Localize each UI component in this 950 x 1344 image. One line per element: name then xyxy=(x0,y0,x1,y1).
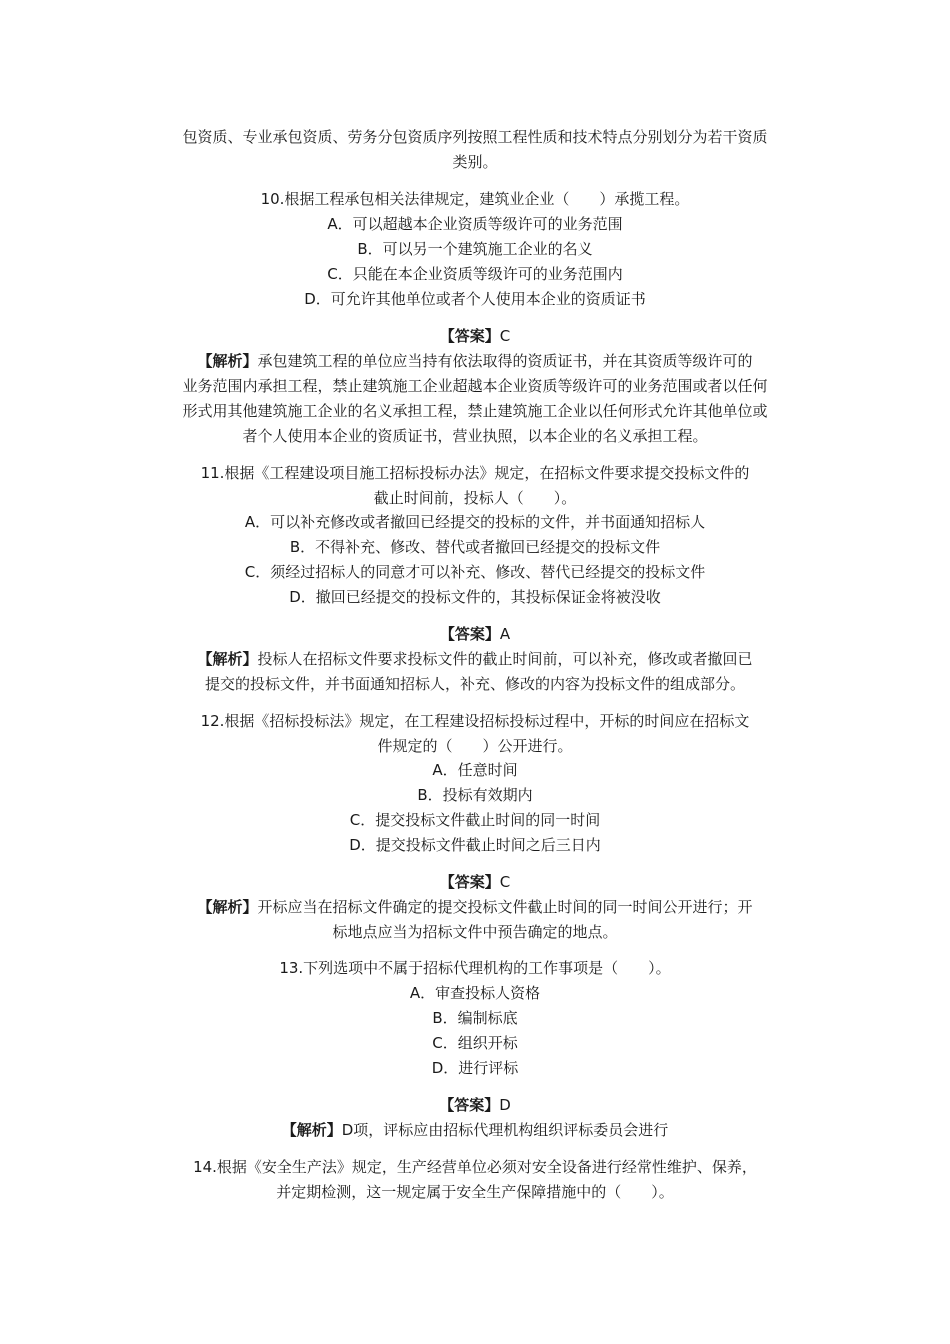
answer-value: C xyxy=(499,873,511,891)
analysis-text: 投标人在招标文件要求投标文件的截止时间前，可以补充，修改或者撤回已 xyxy=(257,650,753,668)
q10-analysis-line: 形式用其他建筑施工企业的名义承担工程，禁止建筑施工企业以任何形式允许其他单位或 xyxy=(182,402,768,420)
answer-label: 【答案】 xyxy=(439,327,500,345)
analysis-text: 开标应当在招标文件确定的提交投标文件截止时间的同一时间公开进行；开 xyxy=(257,898,753,916)
q11-stem-line: 截止时间前，投标人（ ）。 xyxy=(373,489,577,507)
q14-stem-line: 并定期检测，这一规定属于安全生产保障措施中的（ ）。 xyxy=(276,1183,674,1201)
analysis-label: 【解析】 xyxy=(281,1121,342,1139)
answer-value: C xyxy=(499,327,511,345)
answer-label: 【答案】 xyxy=(439,625,500,643)
q12-analysis-line: 标地点应当为招标文件中预告确定的地点。 xyxy=(332,923,618,941)
analysis-label: 【解析】 xyxy=(197,650,258,668)
q13-option-c: C．组织开标 xyxy=(432,1034,518,1052)
analysis-text: D项，评标应由招标代理机构组织评标委员会进行 xyxy=(341,1121,669,1139)
q10-answer xyxy=(0,326,950,346)
q10-analysis-line: 业务范围内承担工程，禁止建筑施工企业超越本企业资质等级许可的业务范围或者以任何 xyxy=(182,377,768,395)
q10-option-c: C．只能在本企业资质等级许可的业务范围内 xyxy=(327,265,623,283)
q10-option-b: B．可以另一个建筑施工企业的名义 xyxy=(357,240,593,258)
q13-option-a: A．审查投标人资格 xyxy=(409,984,541,1002)
q12-option-c: C．提交投标文件截止时间的同一时间 xyxy=(349,811,601,829)
q12-answer xyxy=(0,872,950,892)
q12-option-d: D．提交投标文件截止时间之后三日内 xyxy=(349,836,601,854)
q10-option-d: D．可允许其他单位或者个人使用本企业的资质证书 xyxy=(304,290,646,308)
q10-analysis-line: 者个人使用本企业的资质证书，营业执照，以本企业的名义承担工程。 xyxy=(242,427,708,445)
q13-option-d: D．进行评标 xyxy=(431,1059,519,1077)
q11-option-c: C．须经过招标人的同意才可以补充、修改、替代已经提交的投标文件 xyxy=(244,563,706,581)
q11-option-d: D．撤回已经提交的投标文件的，其投标保证金将被没收 xyxy=(289,588,661,606)
q13-stem: 13.下列选项中不属于招标代理机构的工作事项是（ ）。 xyxy=(279,959,671,977)
q11-stem: 11.根据《工程建设项目施工招标投标办法》规定，在招标文件要求提交投标文件的 xyxy=(200,464,750,482)
q11-analysis xyxy=(0,649,950,669)
q12-stem: 12.根据《招标投标法》规定，在工程建设招标投标过程中，开标的时间应在招标文 xyxy=(200,712,750,730)
q12-analysis xyxy=(0,897,950,917)
analysis-label: 【解析】 xyxy=(197,898,258,916)
q10-option-a: A．可以超越本企业资质等级许可的业务范围 xyxy=(327,215,623,233)
q12-option-b: B．投标有效期内 xyxy=(417,786,533,804)
intro-line: 类别。 xyxy=(452,153,498,171)
q11-option-b: B．不得补充、修改、替代或者撤回已经提交的投标文件 xyxy=(289,538,661,556)
q11-answer xyxy=(0,624,950,644)
answer-value: D xyxy=(499,1096,511,1114)
q11-analysis-line: 提交的投标文件，并书面通知招标人，补充、修改的内容为投标文件的组成部分。 xyxy=(204,675,745,693)
q10-analysis xyxy=(0,351,950,371)
q12-stem-line: 件规定的（ ）公开进行。 xyxy=(377,737,573,755)
q14-stem: 14.根据《安全生产法》规定，生产经营单位必须对安全设备进行经常性维护、保养， xyxy=(193,1158,757,1176)
answer-label: 【答案】 xyxy=(439,873,500,891)
intro-line: 包资质、专业承包资质、劳务分包资质序列按照工程性质和技术特点分别划分为若干资质 xyxy=(182,128,768,146)
q13-option-b: B．编制标底 xyxy=(432,1009,518,1027)
q12-option-a: A．任意时间 xyxy=(432,761,518,779)
analysis-label: 【解析】 xyxy=(197,352,258,370)
q11-option-a: A．可以补充修改或者撤回已经提交的投标的文件，并书面通知招标人 xyxy=(244,513,706,531)
q13-analysis xyxy=(0,1120,950,1140)
answer-label: 【答案】 xyxy=(439,1096,500,1114)
q10-stem: 10.根据工程承包相关法律规定，建筑业企业（ ）承揽工程。 xyxy=(260,190,690,208)
answer-value: A xyxy=(499,625,511,643)
analysis-text: 承包建筑工程的单位应当持有依法取得的资质证书，并在其资质等级许可的 xyxy=(257,352,753,370)
q13-answer xyxy=(0,1095,950,1115)
